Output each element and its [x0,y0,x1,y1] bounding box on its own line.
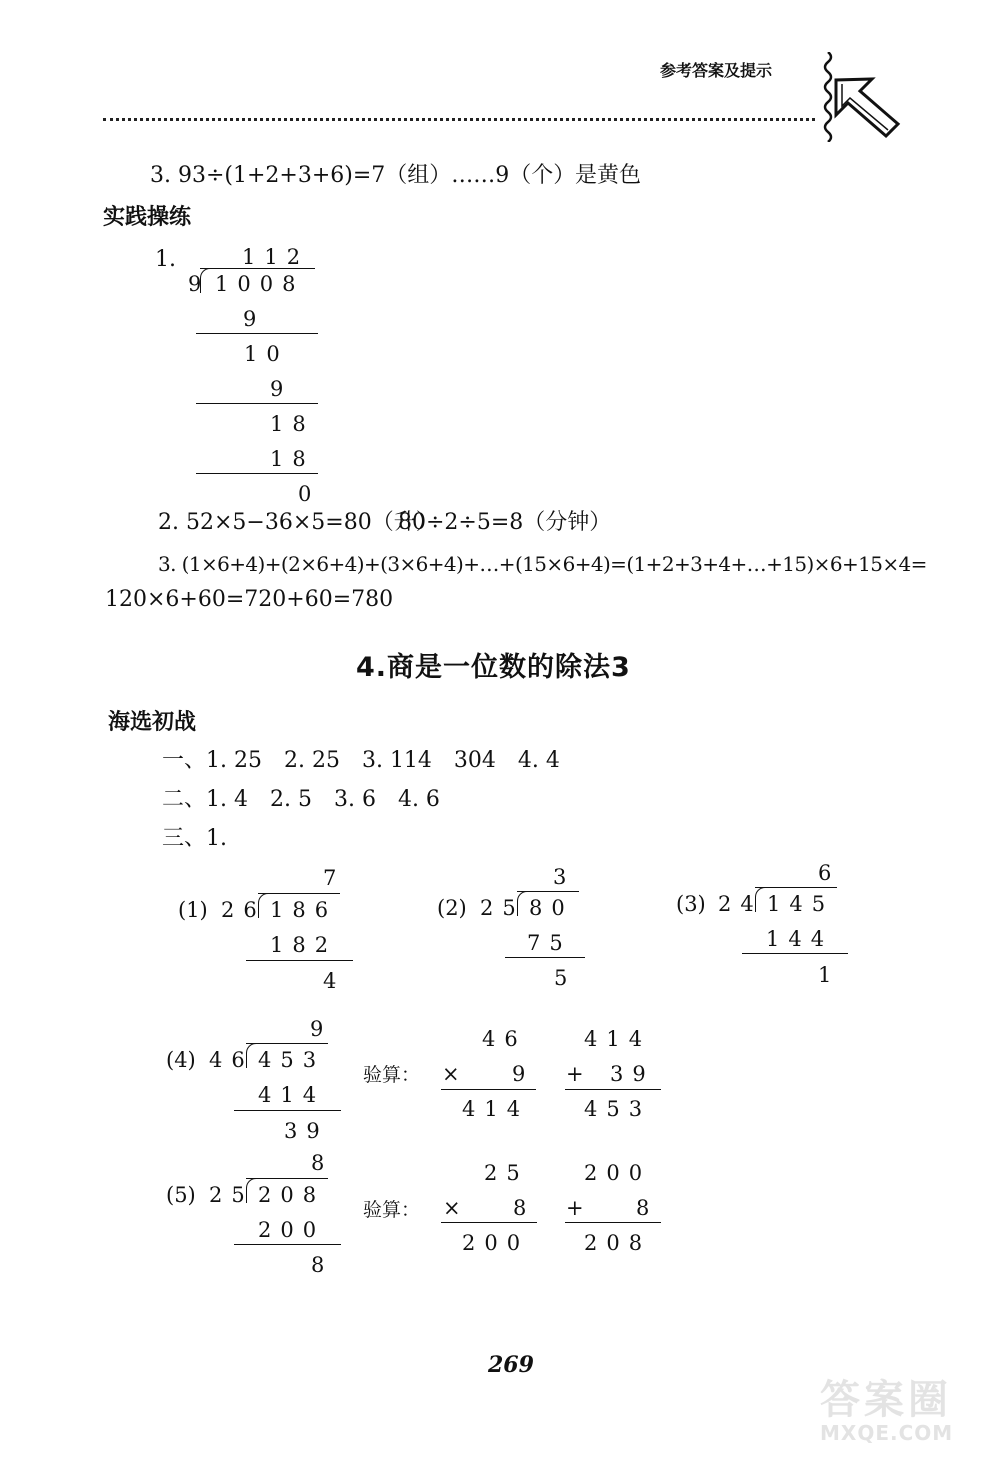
step: 9 [270,377,284,401]
divisor: 46 [209,1048,254,1072]
mul-op: × [442,1062,460,1086]
add-result: 453 [584,1097,652,1121]
arrow-icon [828,70,908,140]
check-label: 验算： [363,1064,421,1086]
division-bar [200,268,315,269]
quotient: 6 [818,861,832,885]
step: 10 [244,342,289,366]
remainder: 1 [818,963,832,987]
mul-a: 25 [484,1161,529,1185]
add-op: + [566,1062,584,1086]
step-line [234,1244,341,1245]
answer-line-3-extra: 是黄色 [575,163,642,188]
answer-line-3: 3. 93÷(1+2+3+6)=7（组）……9（个） [150,163,576,188]
division-bar [246,1043,328,1044]
mul-line [441,1089,536,1090]
add-line [565,1222,661,1223]
add-a: 414 [584,1027,652,1051]
problem-label: (3) [676,892,706,916]
divisor: 25 [209,1183,254,1207]
chapter-title: 4.商是一位数的除法3 [356,652,631,683]
section-title-practice: 实践操练 [103,205,192,230]
add-op: + [566,1196,584,1220]
problem-label: (5) [166,1183,196,1207]
step: 18 [270,412,315,436]
step: 18 [270,447,315,471]
quotient: 8 [311,1151,325,1175]
division-bracket [200,268,211,293]
check-label: 验算： [363,1199,421,1221]
watermark-url: MXQE.COM [820,1421,954,1445]
dividend: 453 [258,1048,326,1072]
add-result: 208 [584,1231,652,1255]
mul-result: 200 [462,1231,530,1255]
product: 75 [527,931,572,955]
add-a: 200 [584,1161,652,1185]
section-title-selection: 海选初战 [108,710,197,735]
answer-part-3: 三、1. [162,826,227,851]
mul-a: 46 [482,1027,527,1051]
problem-label: (1) [178,898,208,922]
product: 200 [258,1218,326,1242]
dividend: 80 [529,896,574,920]
divisor: 24 [718,892,763,916]
divisor: 26 [221,898,266,922]
divisor: 25 [480,896,525,920]
division-bracket [246,1178,257,1203]
quotient: 112 [242,245,310,269]
mul-b: 8 [513,1196,527,1220]
step-line [196,473,318,474]
dividend: 186 [270,898,338,922]
header-title: 参考答案及提示 [660,61,773,80]
add-b: 8 [636,1196,650,1220]
division-bar [755,887,837,888]
mul-line [441,1222,537,1223]
mul-op: × [443,1196,461,1220]
remainder: 5 [554,966,568,990]
item-3-line-1: 3. (1×6+4)+(2×6+4)+(3×6+4)+…+(15×6+4)=(1+2+3+4+…+15)×6+15×4= [158,552,927,576]
item-2: 2. 52×5−36×5=80（升） [158,510,438,535]
step-line [196,333,318,334]
step-line [234,1110,341,1111]
add-line [565,1089,661,1090]
divisor: 9 [188,272,202,296]
problem-label: (2) [437,896,467,920]
product: 414 [258,1083,326,1107]
division-bracket [258,893,269,918]
remainder: 39 [284,1119,329,1143]
add-b: 39 [610,1062,655,1086]
dividend: 1008 [215,272,305,296]
item-3-line-2: 120×6+60=720+60=780 [105,587,394,612]
division-bar [246,1178,328,1179]
dividend: 145 [767,892,835,916]
answer-part-1: 一、1. 25 2. 25 3. 114 304 4. 4 [162,748,560,773]
division-bracket [246,1043,257,1068]
page-number: 269 [488,1352,534,1378]
division-bracket [755,887,766,912]
item-2-extra: 80÷2÷5=8（分钟） [398,510,612,535]
watermark-text: 答案圈 [820,1377,952,1423]
product: 144 [766,927,834,951]
division-bracket [517,891,528,916]
problem-label: (4) [166,1048,196,1072]
watermark-logo [820,1368,953,1445]
mul-b: 9 [512,1062,526,1086]
step-line [505,957,585,958]
step-line [246,960,353,961]
dividend: 208 [258,1183,326,1207]
item-1-label: 1. [155,247,176,272]
remainder: 4 [323,969,337,993]
step-line [196,403,318,404]
step-line [742,953,848,954]
answer-part-2: 二、1. 4 2. 5 3. 6 4. 6 [162,787,440,812]
step: 9 [243,307,257,331]
product: 182 [270,933,338,957]
remainder: 8 [311,1253,325,1277]
division-bar [258,893,340,894]
quotient: 9 [310,1017,324,1041]
step: 0 [298,482,312,506]
mul-result: 414 [462,1097,530,1121]
dotted-rule [103,118,815,121]
quotient: 7 [323,866,337,890]
quotient: 3 [553,865,567,889]
